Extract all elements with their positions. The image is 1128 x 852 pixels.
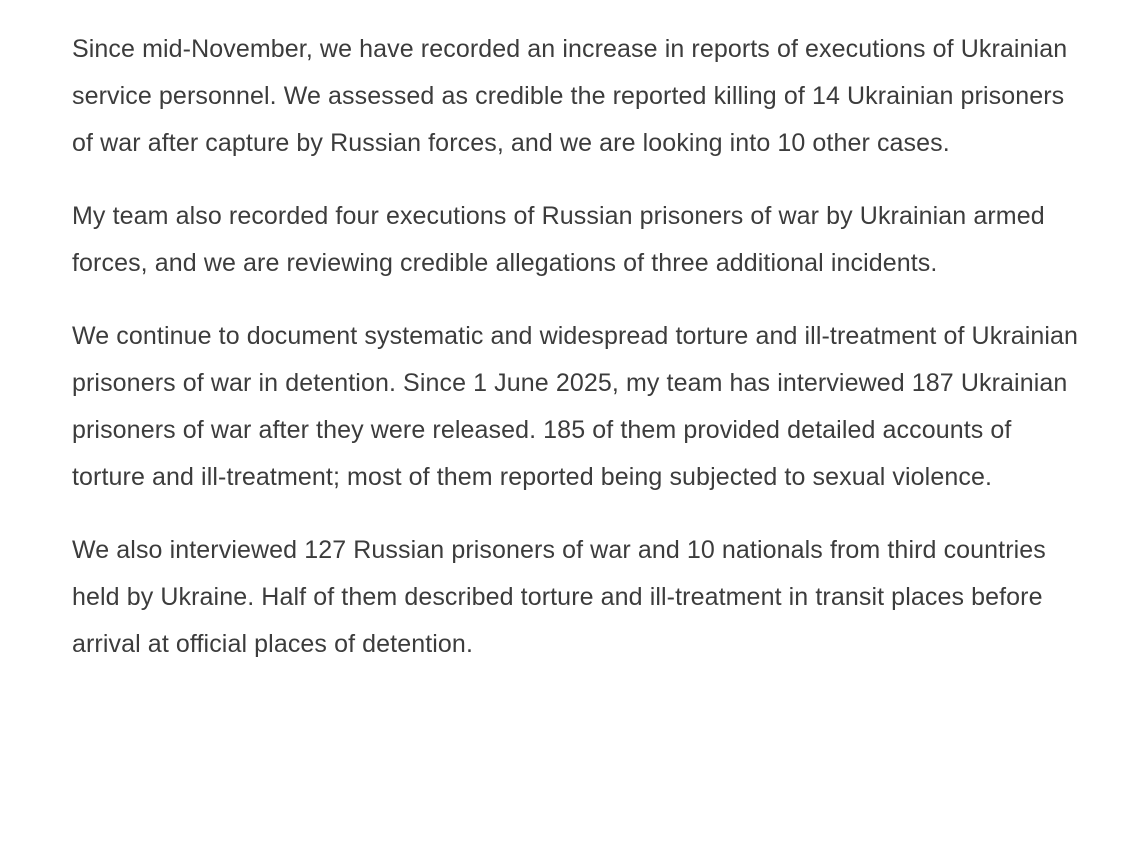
paragraph: Since mid-November, we have recorded an increase in reports of executions of Ukrainian service personnel. We assessed as credible the reported killing of 14 Ukrainian prisoners of war after capture by Russian forces, and we are looking into 10 other cases. bbox=[72, 35, 1068, 157]
paragraph: We also interviewed 127 Russian prisoners of war and 10 nationals from third countries held by Ukraine. Half of them described torture and ill-treatment in transit places before arrival at official places of detention. bbox=[72, 536, 1046, 658]
paragraph: We continue to document systematic and widespread torture and ill-treatment of Ukrainian prisoners of war in detention. Since 1 June 2025, my team has interviewed 187 Ukrainian prisoners of war after they were released. 185 of them provided detailed accounts of torture and ill-treatment; most of them reported being subjected to sexual violence. bbox=[72, 322, 1079, 491]
paragraph: My team also recorded four executions of Russian prisoners of war by Ukrainian armed forces, and we are reviewing credible allegations of three additional incidents. bbox=[72, 202, 1045, 277]
